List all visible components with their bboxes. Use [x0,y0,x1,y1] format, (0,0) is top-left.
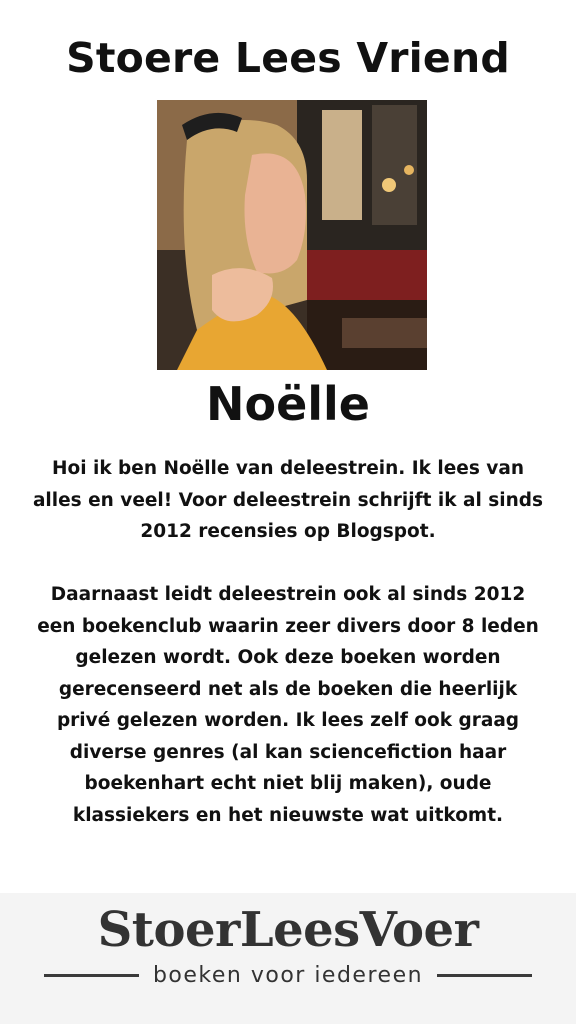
brand-logo: StoerLeesVoer [97,902,479,958]
divider-left [44,974,139,977]
divider-right [437,974,532,977]
profile-bio [30,453,546,831]
bio-paragraph: Hoi ik ben Noëlle van deleestrein. Ik lees van alles en veel! Voor deleestrein schrijft ik al sinds 2012 recensies op Blogspot. [32,458,544,542]
page-title: Stoere Lees Vriend [66,34,510,82]
profile-name: Noëlle [205,377,371,431]
bio-paragraph: Daarnaast leidt deleestrein ook al sinds 2012 een boekenclub waarin zeer divers door 8 leden gelezen wordt. Ook deze boeken worden gerecenseerd net als de boeken die heerlijk privé gelezen worden. Ik lees zelf ook graag diverse genres (al kan sciencefiction haar boekenhart echt niet blij maken), oude klassiekers en het nieuwste wat uitkomt. [37,584,539,826]
brand-tagline: boeken voor iedereen [152,962,424,988]
brand-tagline-row [44,958,532,992]
profile-photo [157,100,427,370]
